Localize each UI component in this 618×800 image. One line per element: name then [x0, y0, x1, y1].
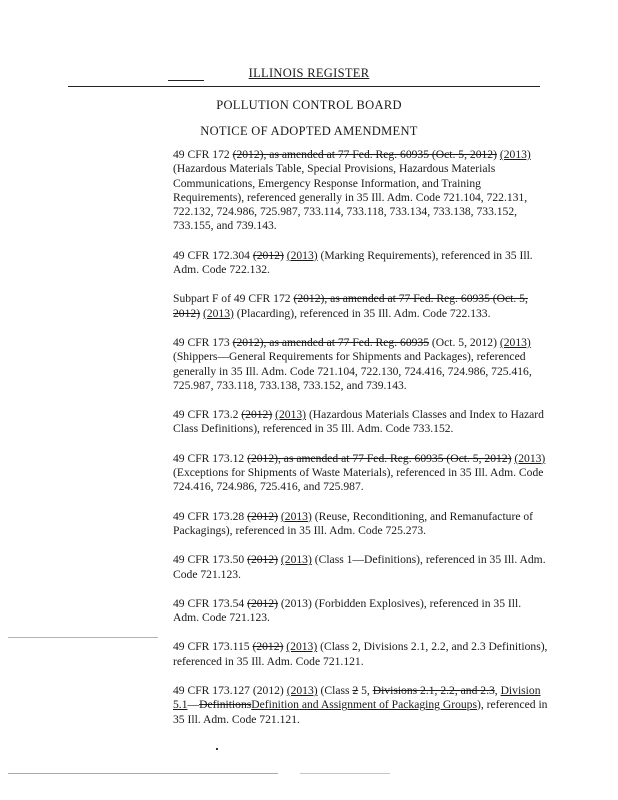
citation-entry [173, 684, 548, 727]
citation-text: (Shippers—General Requirements for Shipments and Packages), referenced generally in 35 Ill. Adm. Code 721.104, 722.130, 724.416, 724.986, 725.416, 725.987, 733.118, 733.138, 733.152, and 739.143. [173, 350, 532, 392]
citation-entry [173, 292, 548, 321]
citation-text: (Hazardous Materials Table, Special Provisions, Hazardous Materials Communications, Emergency Response Information, and Training Requirements), referenced generally in 35 Ill. Adm. Code 721.104, 722.131, 722.132, 724.986, 725.987, 733.114, 733.118, 733.134, 733.138, 733.152, 733.155, and 739.143. [173, 162, 528, 233]
deleted-text: (2012) [247, 596, 279, 610]
citation-text: Subpart F of 49 CFR 172 [173, 292, 294, 306]
inserted-text: (2013) [286, 248, 318, 262]
citation-text: (Reuse, Reconditioning, and Remanufacture of Packagings), referenced in 35 Ill. Adm. Code 725.273. [173, 509, 534, 537]
citation-entry [173, 553, 548, 582]
deleted-text: Divisions 2.1, 2.2, and 2.3 [372, 684, 495, 698]
scan-artifact-line [8, 773, 278, 774]
citation-text: (Oct. 5, 2012) [429, 335, 500, 349]
deleted-text: 2 [352, 684, 359, 698]
inserted-text: (2013) [499, 335, 531, 349]
notice-title: NOTICE OF ADOPTED AMENDMENT [200, 124, 418, 138]
citation-entry [173, 640, 548, 669]
inserted-text: (2013) [499, 148, 531, 161]
citation-entry [173, 452, 548, 495]
citation-text: , [494, 684, 501, 698]
inserted-text: Definition and Assignment of Packaging Groups [251, 698, 477, 712]
citation-text: 49 CFR 173.12 [173, 451, 248, 465]
inserted-text: (2013) [280, 553, 312, 567]
citation-text: (Placarding), referenced in 35 Ill. Adm. Code 722.133. [233, 306, 491, 320]
citation-text: 5, [358, 684, 373, 698]
deleted-text: (2012), as amended at 77 Fed. Reg. 60935 (Oct. 5, 2012) [232, 148, 497, 161]
citation-entry [173, 336, 548, 393]
citation-entry [173, 148, 548, 234]
scan-artifact-line [8, 637, 158, 638]
inserted-text: (2013) [514, 451, 546, 465]
header-rule [68, 86, 540, 87]
citation-text: (Class 1—Definitions), referenced in 35 Ill. Adm. Code 721.123. [173, 553, 546, 581]
deleted-text: (2012), as amended at 77 Fed. Reg. 60935 (Oct. 5, 2012) [173, 292, 528, 320]
citation-text: 49 CFR 173.50 [173, 553, 248, 567]
citation-text: (Hazardous Materials Classes and Index to Hazard Class Definitions), referenced in 35 Ill. Adm. Code 733.152. [173, 408, 544, 436]
citation-text: (Class [317, 684, 353, 698]
citation-text: 49 CFR 173.127 (2012) [173, 684, 287, 698]
inserted-text: (2013) [275, 408, 307, 422]
citation-text: (Marking Requirements), referenced in 35 Ill. Adm. Code 722.132. [173, 248, 533, 277]
inserted-text: (2013) [286, 684, 318, 698]
deleted-text: (2012), as amended at 77 Fed. Reg. 60935 [232, 335, 430, 349]
citation-entry [173, 249, 548, 278]
citation-text: 49 CFR 172.304 [173, 248, 253, 262]
citation-entry [173, 597, 548, 626]
citation-text: 49 CFR 173 [173, 335, 233, 349]
inserted-text: (2013) [286, 640, 318, 654]
citation-text: (Class 2, Divisions 2.1, 2.2, and 2.3 Definitions), referenced in 35 Ill. Adm. Code 721.121. [173, 640, 548, 668]
deleted-text: (2012) [247, 509, 279, 523]
citation-text: — [187, 698, 200, 712]
citation-text: (2013) (Forbidden Explosives), referenced in 35 Ill. Adm. Code 721.123. [173, 596, 522, 625]
citation-text: 49 CFR 173.28 [173, 509, 248, 523]
deleted-text: (2012) [252, 640, 284, 654]
deleted-text: (2012) [247, 553, 279, 567]
deleted-text: (2012) [241, 408, 273, 422]
board-name: POLLUTION CONTROL BOARD [216, 98, 402, 112]
citation-entry [173, 510, 548, 539]
citation-text: 49 CFR 173.2 [173, 408, 242, 422]
deleted-text: (2012) [252, 248, 284, 262]
citation-entry [173, 408, 548, 437]
deleted-text: Definitions [199, 698, 252, 712]
citation-text: 49 CFR 172 [173, 148, 233, 161]
deleted-text: (2012), as amended at 77 Fed. Reg. 60935 (Oct. 5, 2012) [247, 451, 512, 465]
citation-text: (Exceptions for Shipments of Waste Materials), referenced in 35 Ill. Adm. Code 724.416, 724.986, 725.416, and 725.987. [173, 466, 544, 494]
inserted-text: (2013) [280, 509, 312, 523]
scan-artifact-line [300, 773, 390, 774]
citation-text: ), referenced in 35 Ill. Adm. Code 721.121. [173, 698, 548, 726]
scan-artifact-dot [216, 748, 218, 750]
inserted-text: Division 5.1 [173, 684, 541, 712]
citation-list [173, 148, 548, 742]
citation-text: 49 CFR 173.115 [173, 640, 253, 654]
register-title: ILLINOIS REGISTER [248, 66, 370, 80]
inserted-text: (2013) [202, 306, 234, 320]
citation-text: 49 CFR 173.54 [173, 596, 248, 610]
